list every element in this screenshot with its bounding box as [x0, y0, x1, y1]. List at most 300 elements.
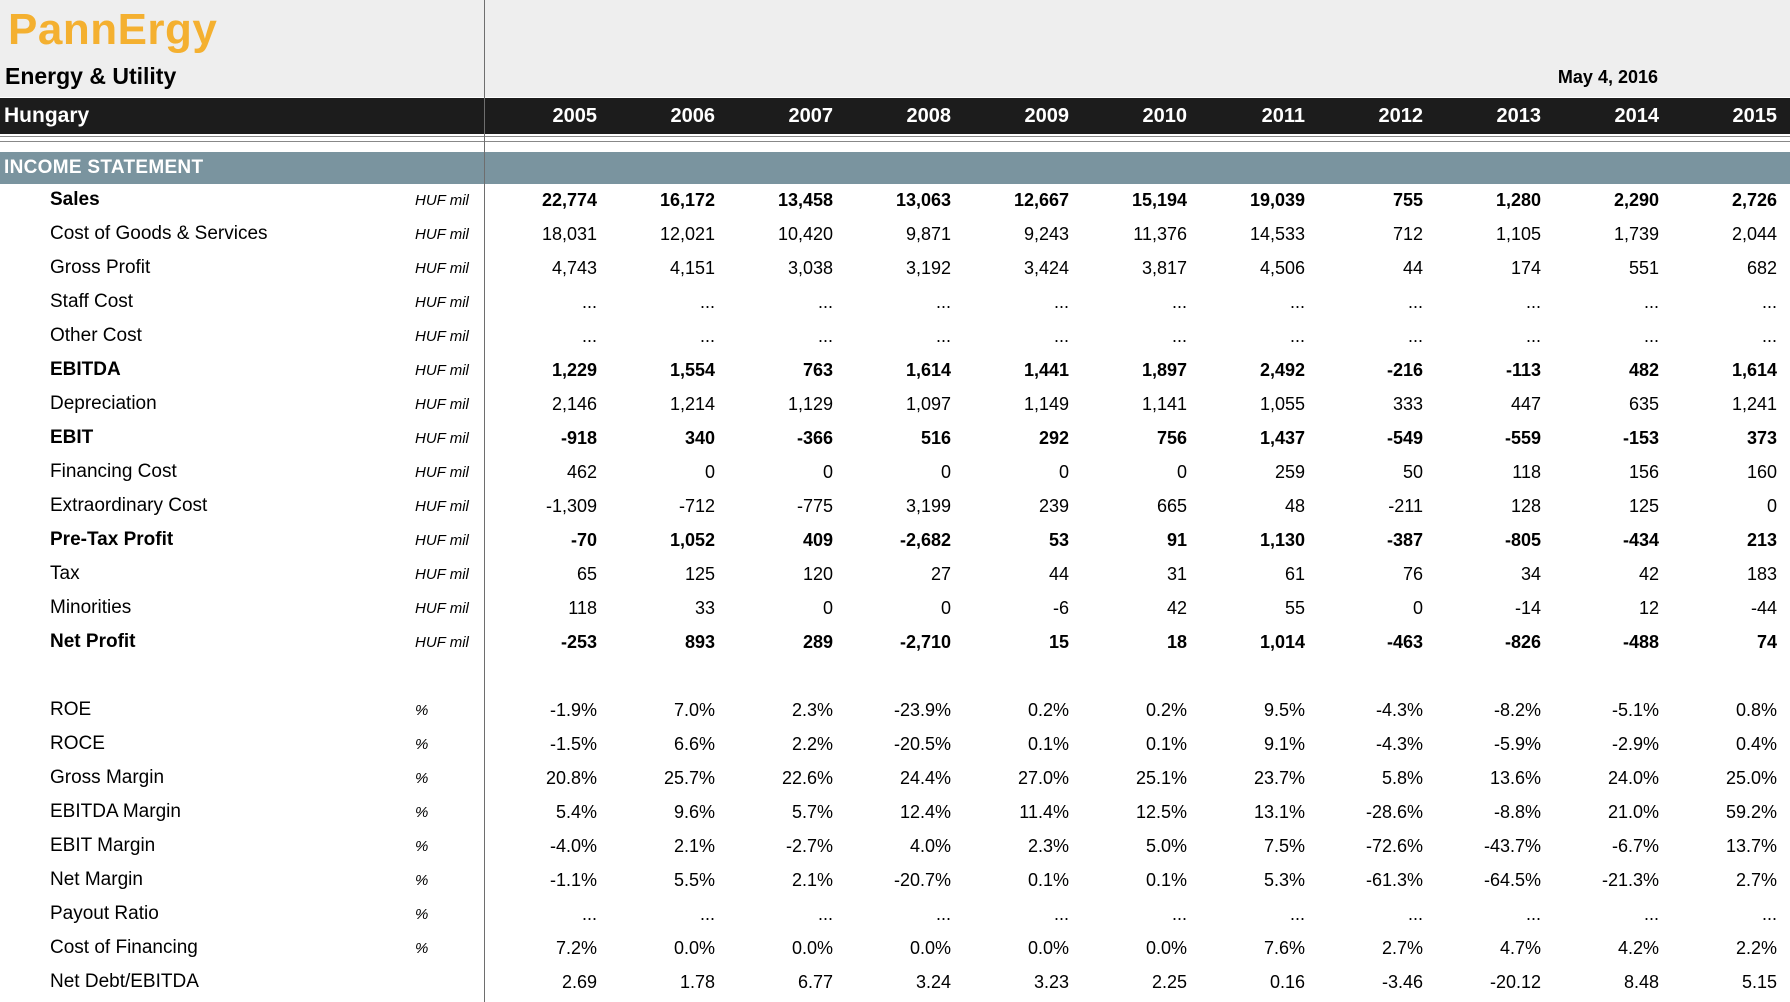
table-cell: ... [1053, 904, 1069, 924]
table-cell: 409 [802, 530, 833, 550]
year-header-2009: 2009 [1024, 105, 1069, 127]
table-row-ebit [0, 422, 1790, 456]
row-label: Cost of Goods & Services [50, 223, 268, 244]
table-cell: ... [1761, 904, 1777, 924]
table-cell: 13.1% [1253, 802, 1305, 822]
table-cell: 2.2% [791, 734, 833, 754]
table-cell: -253 [560, 632, 597, 652]
table-cell: 1,739 [1613, 224, 1659, 244]
table-cell: 7.5% [1263, 836, 1305, 856]
table-cell: ... [1407, 904, 1423, 924]
table-cell: 2.1% [673, 836, 715, 856]
table-cell: 1,055 [1259, 394, 1305, 414]
table-cell: 3,192 [905, 258, 951, 278]
table-cell: 1,437 [1259, 428, 1305, 448]
table-cell: -4.3% [1375, 700, 1423, 720]
table-cell: 9,871 [905, 224, 951, 244]
table-cell: 27 [930, 564, 951, 584]
section-header-bar [0, 152, 1790, 184]
table-cell: -3.46 [1381, 972, 1423, 992]
table-cell: ... [1407, 326, 1423, 346]
table-cell: 2.1% [791, 870, 833, 890]
table-cell: 0 [1176, 462, 1187, 482]
table-cell: -1,309 [545, 496, 597, 516]
table-cell: ... [699, 326, 715, 346]
table-cell: ... [1525, 292, 1541, 312]
table-cell: 482 [1628, 360, 1659, 380]
table-cell: 1,241 [1731, 394, 1777, 414]
table-cell: 5.5% [673, 870, 715, 890]
year-header-2008: 2008 [906, 105, 951, 127]
table-cell: 1,614 [905, 360, 951, 380]
row-unit: HUF mil [415, 260, 469, 277]
table-cell: -64.5% [1483, 870, 1541, 890]
table-cell: 0.0% [1145, 938, 1187, 958]
table-cell: ... [699, 292, 715, 312]
table-cell: 1,554 [669, 360, 715, 380]
table-cell: -6.7% [1611, 836, 1659, 856]
year-header-2013: 2013 [1496, 105, 1541, 127]
table-cell: -463 [1386, 632, 1423, 652]
row-unit: HUF mil [415, 430, 469, 447]
table-cell: 1,052 [669, 530, 715, 550]
table-cell: ... [581, 292, 597, 312]
table-cell: 1,130 [1259, 530, 1305, 550]
row-unit: % [415, 872, 429, 889]
row-unit: % [415, 804, 429, 821]
year-header-2005: 2005 [552, 105, 597, 127]
year-header-2010: 2010 [1142, 105, 1187, 127]
table-cell: -153 [1622, 428, 1659, 448]
table-cell: 120 [802, 564, 833, 584]
table-cell: 4,506 [1259, 258, 1305, 278]
table-cell: 635 [1628, 394, 1659, 414]
table-cell: 682 [1746, 258, 1777, 278]
table-cell: -826 [1504, 632, 1541, 652]
year-header-2014: 2014 [1614, 105, 1659, 127]
table-cell: 76 [1402, 564, 1423, 584]
company-logo: PannErgy [8, 5, 218, 54]
table-cell: 1,280 [1495, 190, 1541, 210]
table-cell: -712 [678, 496, 715, 516]
table-row-ebitda [0, 354, 1790, 388]
table-cell: 4,743 [551, 258, 597, 278]
table-cell: 462 [566, 462, 597, 482]
row-label: Pre-Tax Profit [50, 529, 174, 550]
table-cell: 12 [1638, 598, 1659, 618]
table-cell: 1,229 [551, 360, 597, 380]
table-cell: -1.1% [549, 870, 597, 890]
row-label: Payout Ratio [50, 903, 159, 924]
table-cell: -2.9% [1611, 734, 1659, 754]
table-cell: ... [817, 904, 833, 924]
row-label: Staff Cost [50, 291, 134, 312]
table-cell: 14,533 [1249, 224, 1305, 244]
table-cell: 25.7% [663, 768, 715, 788]
row-label: Net Debt/EBITDA [50, 971, 199, 992]
row-label: Gross Margin [50, 767, 165, 788]
table-cell: 3.23 [1033, 972, 1069, 992]
table-cell: 118 [1512, 462, 1541, 482]
table-cell: 22.6% [781, 768, 833, 788]
table-cell: 3,424 [1023, 258, 1069, 278]
table-cell: ... [935, 326, 951, 346]
table-cell: 183 [1746, 564, 1777, 584]
table-cell: 24.0% [1607, 768, 1659, 788]
table-cell: 763 [802, 360, 833, 380]
table-row-extraordinary-cost [0, 490, 1790, 524]
table-cell: 1.78 [679, 972, 715, 992]
table-cell: 0 [822, 598, 833, 618]
table-row-gross-profit [0, 252, 1790, 286]
table-cell: 0.2% [1027, 700, 1069, 720]
row-label: ROE [50, 699, 92, 720]
table-cell: 44 [1048, 564, 1069, 584]
table-cell: -549 [1386, 428, 1423, 448]
table-cell: 893 [684, 632, 715, 652]
table-cell: 5.3% [1263, 870, 1305, 890]
year-header-2011: 2011 [1261, 105, 1305, 127]
table-cell: 5.15 [1741, 972, 1777, 992]
row-unit: % [415, 736, 429, 753]
separator-line [0, 136, 1790, 137]
table-cell: 213 [1746, 530, 1777, 550]
table-cell: -5.9% [1493, 734, 1541, 754]
row-label: ROCE [50, 733, 105, 754]
table-cell: 8.48 [1623, 972, 1659, 992]
table-cell: 2.69 [561, 972, 597, 992]
table-cell: 13.6% [1489, 768, 1541, 788]
table-cell: 2,146 [551, 394, 597, 414]
table-cell: 3.24 [915, 972, 951, 992]
table-cell: ... [699, 904, 715, 924]
table-cell: 25.0% [1725, 768, 1777, 788]
table-cell: 128 [1510, 496, 1541, 516]
table-row-ebit-margin [0, 830, 1790, 864]
table-cell: -20.12 [1489, 972, 1541, 992]
row-label: Depreciation [50, 393, 157, 414]
table-row-net-debt-ebitda [0, 966, 1790, 1000]
table-cell: ... [1171, 292, 1187, 312]
row-unit: HUF mil [415, 464, 469, 481]
table-cell: 0 [1058, 462, 1069, 482]
table-cell: 15 [1048, 632, 1069, 652]
table-cell: 292 [1038, 428, 1069, 448]
table-cell: 1,129 [787, 394, 833, 414]
table-cell: 74 [1756, 632, 1777, 652]
table-cell: 239 [1038, 496, 1069, 516]
table-cell: 18,031 [541, 224, 597, 244]
table-cell: 48 [1284, 496, 1305, 516]
row-unit: % [415, 906, 429, 923]
table-cell: 756 [1156, 428, 1187, 448]
table-cell: ... [817, 292, 833, 312]
table-row-financing-cost [0, 456, 1790, 490]
table-cell: 24.4% [899, 768, 951, 788]
row-label: Cost of Financing [50, 937, 198, 958]
table-cell: 31 [1166, 564, 1187, 584]
row-unit: % [415, 838, 429, 855]
table-cell: -8.8% [1493, 802, 1541, 822]
table-cell: 4.0% [909, 836, 951, 856]
table-cell: 61 [1284, 564, 1305, 584]
table-cell: -1.5% [549, 734, 597, 754]
table-row-roe [0, 694, 1790, 728]
header-background [0, 0, 1790, 97]
table-cell: 6.77 [797, 972, 833, 992]
table-cell: 21.0% [1607, 802, 1659, 822]
table-cell: 5.0% [1145, 836, 1187, 856]
year-header-2006: 2006 [670, 105, 715, 127]
table-cell: ... [1053, 292, 1069, 312]
table-cell: 6.6% [673, 734, 715, 754]
row-unit: HUF mil [415, 634, 469, 651]
table-cell: 2.2% [1735, 938, 1777, 958]
table-cell: ... [1171, 326, 1187, 346]
table-cell: ... [1171, 904, 1187, 924]
table-cell: ... [1761, 292, 1777, 312]
table-cell: 15,194 [1131, 190, 1187, 210]
table-row-pre-tax-profit [0, 524, 1790, 558]
table-row-depreciation [0, 388, 1790, 422]
row-unit: % [415, 940, 429, 957]
table-cell: 2,290 [1613, 190, 1659, 210]
table-cell: 0 [940, 598, 951, 618]
table-cell: 665 [1156, 496, 1187, 516]
row-label: EBITDA [50, 359, 121, 380]
table-cell: 91 [1166, 530, 1187, 550]
table-cell: 53 [1048, 530, 1069, 550]
table-cell: ... [935, 904, 951, 924]
table-row-gross-margin [0, 762, 1790, 796]
table-cell: 34 [1520, 564, 1541, 584]
row-unit: HUF mil [415, 192, 469, 209]
table-cell: 18 [1166, 632, 1187, 652]
table-cell: 13,063 [895, 190, 951, 210]
table-cell: 0.1% [1145, 870, 1187, 890]
table-cell: 0.0% [1027, 938, 1069, 958]
table-cell: -2.7% [785, 836, 833, 856]
table-cell: 1,214 [669, 394, 715, 414]
table-row-sales [0, 184, 1790, 218]
row-unit: HUF mil [415, 498, 469, 515]
table-cell: 11.4% [1019, 802, 1069, 822]
year-header-2015: 2015 [1732, 105, 1777, 127]
row-label: EBIT Margin [50, 835, 156, 856]
table-cell: 160 [1746, 462, 1777, 482]
year-header-2012: 2012 [1378, 105, 1423, 127]
table-cell: 1,097 [905, 394, 951, 414]
table-row-payout-ratio [0, 898, 1790, 932]
table-cell: 10,420 [777, 224, 833, 244]
table-cell: 33 [694, 598, 715, 618]
table-cell: 2.25 [1151, 972, 1187, 992]
table-row-cost-of-goods-services [0, 218, 1790, 252]
table-cell: 44 [1402, 258, 1423, 278]
table-row-net-margin [0, 864, 1790, 898]
table-cell: -44 [1750, 598, 1777, 618]
country-label: Hungary [4, 104, 90, 127]
table-cell: 7.6% [1263, 938, 1305, 958]
row-label: Net Margin [50, 869, 143, 890]
table-cell: 1,441 [1023, 360, 1069, 380]
table-cell: 25.1% [1135, 768, 1187, 788]
table-cell: 0.0% [673, 938, 715, 958]
table-cell: 0.16 [1269, 972, 1305, 992]
table-cell: 551 [1628, 258, 1659, 278]
table-cell: 125 [1628, 496, 1659, 516]
table-cell: 0 [1412, 598, 1423, 618]
table-cell: 2,726 [1731, 190, 1777, 210]
table-cell: 289 [802, 632, 833, 652]
table-cell: 0.1% [1027, 870, 1069, 890]
row-unit: % [415, 702, 429, 719]
table-cell: 7.2% [555, 938, 597, 958]
table-cell: -366 [796, 428, 833, 448]
table-cell: 0.1% [1027, 734, 1069, 754]
table-row-tax [0, 558, 1790, 592]
table-row-other-cost [0, 320, 1790, 354]
table-cell: -211 [1388, 496, 1423, 516]
table-cell: ... [1643, 326, 1659, 346]
separator-line [0, 141, 1790, 142]
table-cell: -918 [560, 428, 597, 448]
row-label: Gross Profit [50, 257, 151, 278]
table-cell: 4.2% [1617, 938, 1659, 958]
table-cell: 2.3% [791, 700, 833, 720]
row-label: Other Cost [50, 325, 142, 346]
table-cell: 0.8% [1735, 700, 1777, 720]
table-cell: -434 [1622, 530, 1659, 550]
table-cell: 447 [1510, 394, 1541, 414]
table-cell: 4,151 [669, 258, 715, 278]
table-cell: 65 [576, 564, 597, 584]
table-row-roce [0, 728, 1790, 762]
table-cell: 55 [1284, 598, 1305, 618]
table-cell: ... [1289, 292, 1305, 312]
table-cell: 0.4% [1735, 734, 1777, 754]
row-unit: HUF mil [415, 328, 469, 345]
row-unit: % [415, 770, 429, 787]
table-cell: -2,682 [899, 530, 951, 550]
table-cell: 42 [1638, 564, 1659, 584]
row-unit: HUF mil [415, 396, 469, 413]
table-cell: -70 [570, 530, 597, 550]
table-cell: 755 [1392, 190, 1423, 210]
table-cell: 12,667 [1013, 190, 1069, 210]
table-cell: 0 [1766, 496, 1777, 516]
table-cell: -20.7% [893, 870, 951, 890]
table-cell: 9.6% [673, 802, 715, 822]
table-cell: ... [1525, 904, 1541, 924]
table-cell: 2,492 [1259, 360, 1305, 380]
table-cell: -8.2% [1493, 700, 1541, 720]
table-cell: ... [1643, 904, 1659, 924]
table-cell: 3,817 [1141, 258, 1187, 278]
table-cell: 0.2% [1145, 700, 1187, 720]
table-cell: -5.1% [1611, 700, 1659, 720]
table-cell: -559 [1504, 428, 1541, 448]
table-cell: 22,774 [541, 190, 597, 210]
table-cell: 2.7% [1735, 870, 1777, 890]
table-cell: 340 [684, 428, 715, 448]
table-cell: 11,376 [1133, 224, 1187, 244]
table-cell: 27.0% [1017, 768, 1069, 788]
report-date: May 4, 2016 [1557, 67, 1658, 87]
row-unit: HUF mil [415, 566, 469, 583]
table-cell: 59.2% [1725, 802, 1777, 822]
table-cell: 7.0% [673, 700, 715, 720]
table-cell: 5.7% [791, 802, 833, 822]
row-label: Minorities [50, 597, 132, 618]
table-cell: -488 [1622, 632, 1659, 652]
table-cell: -28.6% [1365, 802, 1423, 822]
table-cell: 4.7% [1499, 938, 1541, 958]
table-cell: ... [581, 326, 597, 346]
table-cell: 1,014 [1259, 632, 1305, 652]
table-cell: 23.7% [1253, 768, 1305, 788]
row-unit: HUF mil [415, 532, 469, 549]
table-cell: ... [1643, 292, 1659, 312]
table-cell: 2,044 [1731, 224, 1777, 244]
table-cell: 16,172 [659, 190, 715, 210]
table-cell: 516 [920, 428, 951, 448]
table-cell: 50 [1402, 462, 1423, 482]
sector-label: Energy & Utility [5, 63, 177, 89]
table-cell: 373 [1746, 428, 1777, 448]
table-cell: -72.6% [1365, 836, 1423, 856]
table-cell: -4.3% [1375, 734, 1423, 754]
table-cell: 1,149 [1023, 394, 1069, 414]
table-cell: 19,039 [1249, 190, 1305, 210]
table-cell: ... [1525, 326, 1541, 346]
table-cell: ... [935, 292, 951, 312]
table-cell: 1,614 [1731, 360, 1777, 380]
row-label: Tax [50, 563, 80, 584]
row-label: EBITDA Margin [50, 801, 181, 822]
table-row-ebitda-margin [0, 796, 1790, 830]
row-label: EBIT [50, 427, 94, 448]
table-cell: 42 [1166, 598, 1187, 618]
table-cell: 13.7% [1725, 836, 1777, 856]
table-cell: -1.9% [549, 700, 597, 720]
table-cell: -61.3% [1365, 870, 1423, 890]
table-row-minorities [0, 592, 1790, 626]
table-cell: ... [581, 904, 597, 924]
table-cell: 2.7% [1381, 938, 1423, 958]
table-cell: 20.8% [545, 768, 597, 788]
table-cell: 118 [568, 598, 597, 618]
table-cell: -23.9% [893, 700, 951, 720]
table-cell: 259 [1274, 462, 1305, 482]
row-unit: HUF mil [415, 600, 469, 617]
table-cell: ... [1407, 292, 1423, 312]
table-cell: 12,021 [659, 224, 715, 244]
table-cell: ... [1053, 326, 1069, 346]
row-label: Financing Cost [50, 461, 177, 482]
table-cell: 1,105 [1495, 224, 1541, 244]
table-cell: 5.4% [555, 802, 597, 822]
table-cell: -20.5% [893, 734, 951, 754]
table-cell: -14 [1514, 598, 1541, 618]
table-cell: 712 [1392, 224, 1423, 244]
table-cell: 9.1% [1263, 734, 1305, 754]
table-row-net-profit [0, 626, 1790, 660]
table-cell: -113 [1505, 360, 1541, 380]
table-cell: -387 [1386, 530, 1423, 550]
table-cell: -775 [796, 496, 833, 516]
table-cell: 0 [822, 462, 833, 482]
